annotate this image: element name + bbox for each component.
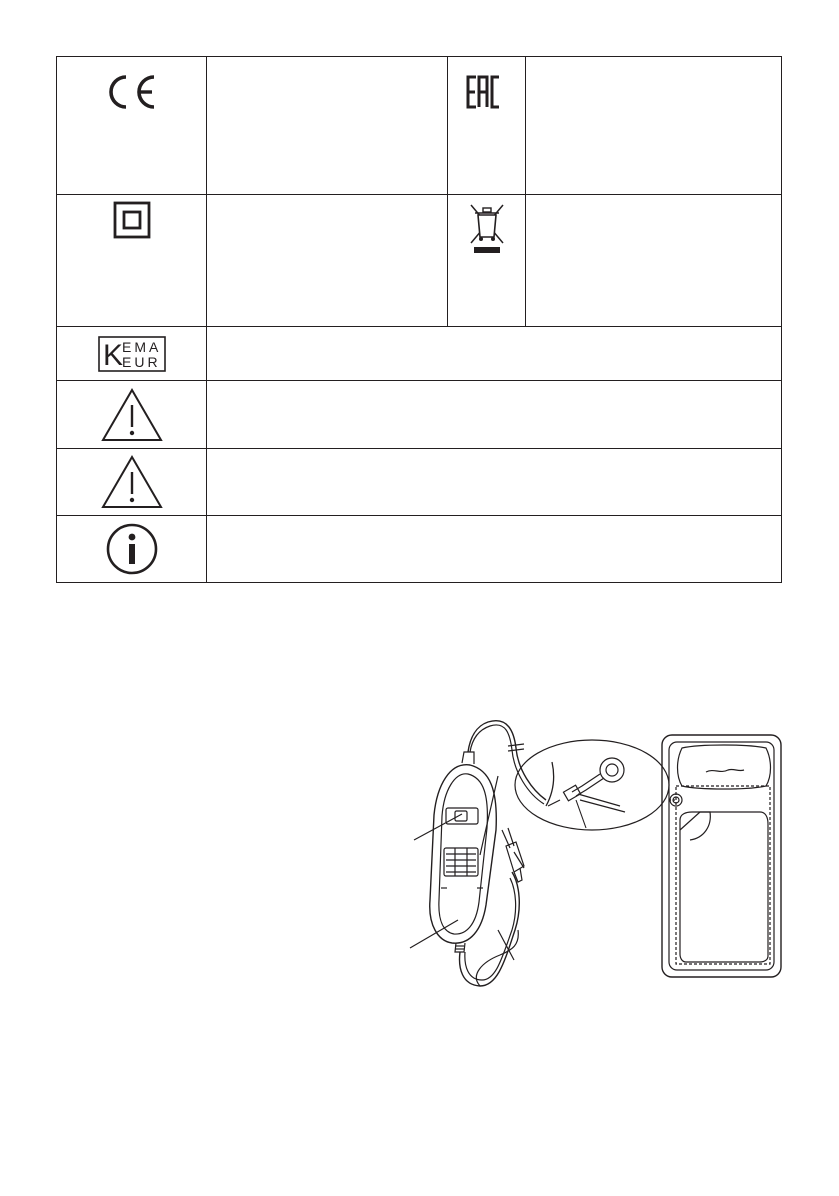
bed-illustration — [662, 735, 781, 977]
leader-line-controller — [410, 920, 458, 948]
hand-controller — [430, 752, 497, 952]
kema-letter-k: K — [102, 338, 123, 372]
kema-line-2: EUR — [121, 353, 161, 370]
kema-line-1: EMA — [121, 338, 161, 355]
connector-detail-callout — [515, 740, 676, 830]
leader-line-display — [414, 814, 462, 840]
